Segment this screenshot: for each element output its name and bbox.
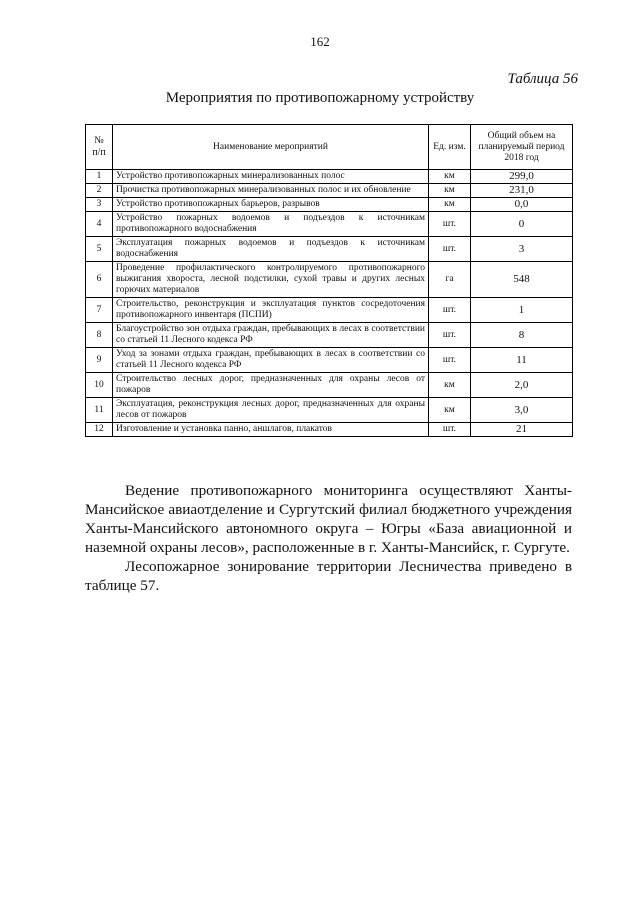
row-num: 8 <box>86 323 113 348</box>
row-name: Устройство противопожарных минерализованных полос <box>113 170 429 184</box>
row-unit: км <box>429 170 471 184</box>
row-name: Строительство лесных дорог, предназначенных для охраны лесов от пожаров <box>113 373 429 398</box>
row-name: Благоустройство зон отдыха граждан, пребывающих в лесах в соответствии со статьей 11 Лесного кодекса РФ <box>113 323 429 348</box>
header-name: Наименование мероприятий <box>113 125 429 170</box>
header-volume: Общий объем на планируемый период 2018 год <box>471 125 573 170</box>
table-body <box>86 170 573 437</box>
header-unit: Ед. изм. <box>429 125 471 170</box>
table-row <box>86 423 573 437</box>
row-num: 11 <box>86 398 113 423</box>
row-unit: км <box>429 184 471 198</box>
table-title: Мероприятия по противопожарному устройству <box>165 90 475 106</box>
table-row <box>86 184 573 198</box>
row-num: 4 <box>86 212 113 237</box>
row-name: Уход за зонами отдыха граждан, пребывающих в лесах в соответствии со статьей 11 Лесного кодекса РФ <box>113 348 429 373</box>
table-row <box>86 323 573 348</box>
row-num: 10 <box>86 373 113 398</box>
row-name: Изготовление и установка панно, аншлагов, плакатов <box>113 423 429 437</box>
row-volume: 1 <box>471 298 573 323</box>
row-unit: шт. <box>429 348 471 373</box>
row-name: Эксплуатация, реконструкция лесных дорог, предназначенных для охраны лесов от пожаров <box>113 398 429 423</box>
row-volume: 8 <box>471 323 573 348</box>
row-unit: шт. <box>429 298 471 323</box>
row-volume: 231,0 <box>471 184 573 198</box>
table-row <box>86 348 573 373</box>
table-row <box>86 237 573 262</box>
page-number: 162 <box>310 34 330 49</box>
header-num: № п/п <box>86 125 113 170</box>
row-volume: 548 <box>471 262 573 298</box>
row-volume: 21 <box>471 423 573 437</box>
row-name: Прочистка противопожарных минерализованных полос и их обновление <box>113 184 429 198</box>
row-volume: 11 <box>471 348 573 373</box>
row-volume: 0,0 <box>471 198 573 212</box>
row-name: Устройство пожарных водоемов и подъездов к источникам противопожарного водоснабжения <box>113 212 429 237</box>
paragraph-monitoring: Ведение противопожарного мониторинга осуществляют Ханты-Мансийское авиаотделение и Сургутский филиал бюджетного учреждения Ханты-Мансийского автономного округа – Югры «База авиационной и наземной охраны лесов», расположенные в г. Ханты-Мансийск, г. Сургуте. <box>85 482 572 556</box>
row-unit: км <box>429 373 471 398</box>
row-unit: шт. <box>429 323 471 348</box>
paragraph-zoning: Лесопожарное зонирование территории Лесничества приведено в таблице 57. <box>85 558 572 594</box>
row-volume: 0 <box>471 212 573 237</box>
table-row <box>86 212 573 237</box>
table-row <box>86 398 573 423</box>
row-num: 1 <box>86 170 113 184</box>
table-row <box>86 170 573 184</box>
body-text <box>85 481 572 595</box>
row-volume: 3,0 <box>471 398 573 423</box>
row-num: 2 <box>86 184 113 198</box>
row-volume: 3 <box>471 237 573 262</box>
row-unit: шт. <box>429 423 471 437</box>
row-unit: км <box>429 398 471 423</box>
row-unit: шт. <box>429 212 471 237</box>
fire-measures-table <box>85 124 573 437</box>
row-volume: 2,0 <box>471 373 573 398</box>
row-num: 12 <box>86 423 113 437</box>
row-unit: га <box>429 262 471 298</box>
row-name: Устройство противопожарных барьеров, разрывов <box>113 198 429 212</box>
row-unit: шт. <box>429 237 471 262</box>
table-row <box>86 198 573 212</box>
row-num: 5 <box>86 237 113 262</box>
row-num: 7 <box>86 298 113 323</box>
row-name: Эксплуатация пожарных водоемов и подъездов к источникам водоснабжения <box>113 237 429 262</box>
table-row <box>86 262 573 298</box>
table-label: Таблица 56 <box>507 71 578 87</box>
table-row <box>86 373 573 398</box>
row-volume: 299,0 <box>471 170 573 184</box>
row-num: 3 <box>86 198 113 212</box>
row-name: Строительство, реконструкция и эксплуатация пунктов сосредоточения противопожарного инвентаря (ПСПИ) <box>113 298 429 323</box>
table-row <box>86 298 573 323</box>
row-num: 9 <box>86 348 113 373</box>
table-header-row <box>86 125 573 170</box>
row-num: 6 <box>86 262 113 298</box>
row-unit: км <box>429 198 471 212</box>
row-name: Проведение профилактического контролируемого противопожарного выжигания хвороста, лесной подстилки, сухой травы и других лесных горючих материалов <box>113 262 429 298</box>
